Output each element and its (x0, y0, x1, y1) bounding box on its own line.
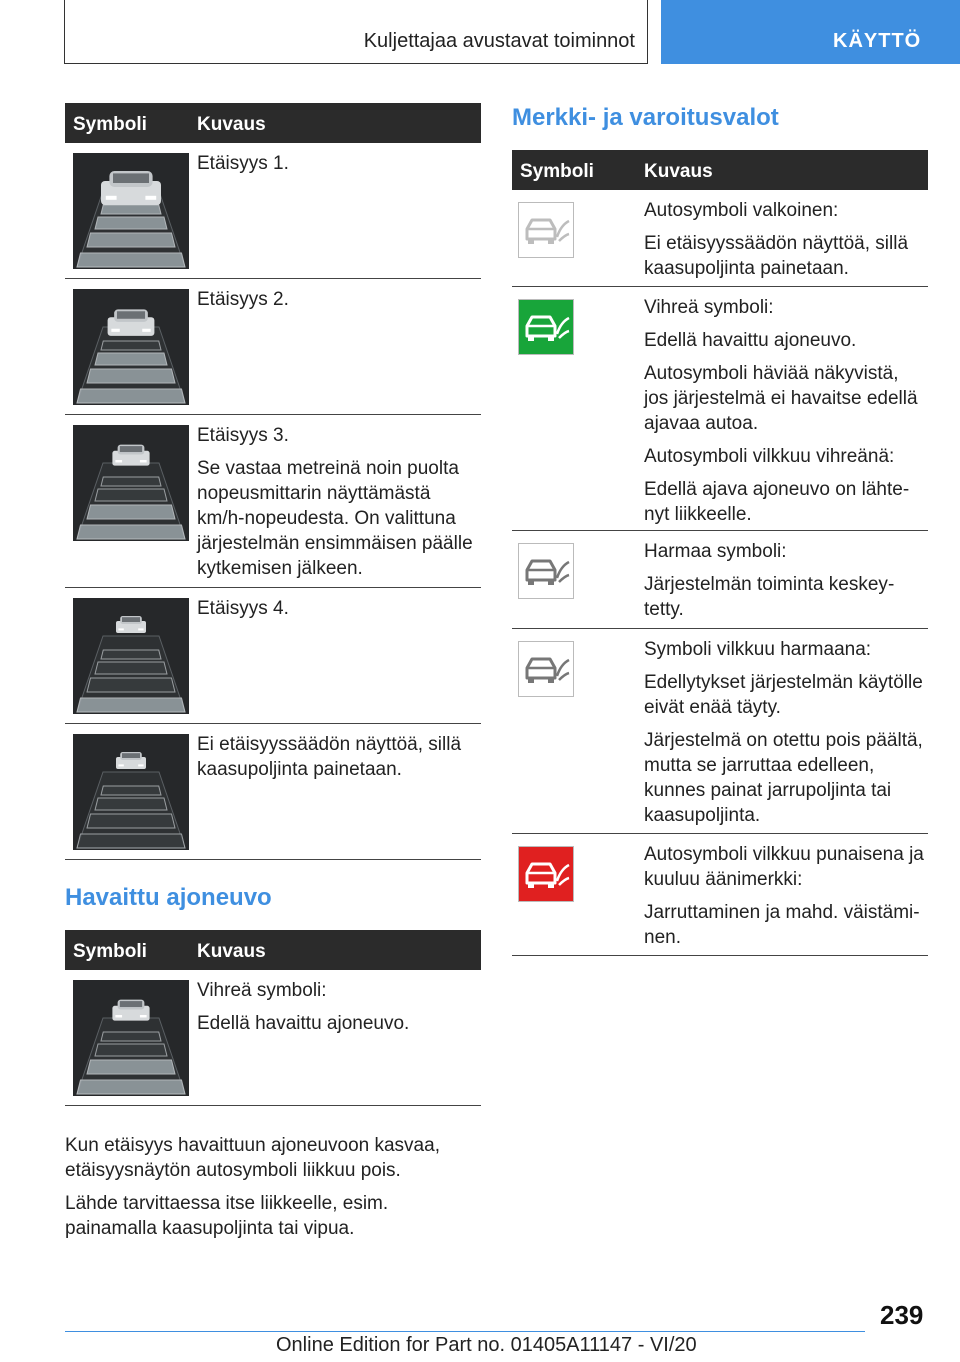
table-row (512, 287, 928, 531)
row-description: Vihreä symboli: Edellä havaittu ajoneuvo. Autosymboli häviää näkyvistä, jos järjestelmä ei havaitse edellä ajavaa autoa. Autosymboli vilkkuu vihreänä: Edellä ajava ajoneuvo on lähtenyt liikkeelle. (644, 297, 918, 525)
row-description: Etäisyys 2. (197, 289, 289, 310)
chapter-tab-label: KÄYTTÖ (833, 30, 922, 52)
header-box (64, 0, 648, 64)
table-header (65, 930, 481, 970)
row-description: Autosymboli valkoinen: Ei etäisyyssäädön näyttöä, sillä kaasupoljinta painetaan. (644, 200, 909, 279)
car-distance-icon (518, 299, 574, 355)
car-distance-icon (518, 202, 574, 258)
col-symbol-header: Symboli (73, 941, 147, 962)
table-row (512, 834, 928, 956)
col-description-header: Kuvaus (644, 161, 713, 182)
table-row (65, 143, 481, 279)
distance-display-image (73, 153, 189, 269)
table-row (65, 415, 481, 588)
table-row (512, 531, 928, 629)
row-description: Etäisyys 3. Se vastaa metreinä noin puolta nopeusmittarin näyttämästä km/h-nopeudesta. On valittuna järjestelmän ensimmäisen päälle kytkemisen jälkeen. (197, 425, 473, 579)
distance-display-image (73, 289, 189, 405)
col-description-header: Kuvaus (197, 941, 266, 962)
chapter-tab[interactable] (661, 0, 960, 64)
table-header (512, 150, 928, 190)
table-header (65, 103, 481, 143)
car-distance-icon (518, 846, 574, 902)
body-paragraph: Lähde tarvittaessa itse liikkeelle, esim. painamalla kaasupoljinta tai vipua. (65, 1193, 389, 1239)
distance-display-image (73, 425, 189, 541)
section-title-detected-vehicle: Havaittu ajoneuvo (65, 884, 272, 911)
warning-lights-table (512, 150, 928, 956)
footer-edition: Online Edition for Part no. 01405A11147 - VI/20 (276, 1334, 697, 1356)
col-symbol-header: Symboli (73, 114, 147, 135)
row-description: Ei etäisyyssäädön näyttöä, sillä kaasupoljinta painetaan. (197, 734, 462, 780)
col-symbol-header: Symboli (520, 161, 594, 182)
section-title-warning-lights: Merkki- ja varoitusvalot (512, 104, 779, 131)
header-title: Kuljettajaa avustavat toiminnot (363, 30, 635, 52)
row-description: Autosymboli vilkkuu punaisena ja kuuluu äänimerkki: Jarruttaminen ja mahd. väistäminen. (644, 844, 924, 948)
distance-display-image (73, 598, 189, 714)
table-row (65, 279, 481, 415)
footer-rule (65, 1331, 865, 1332)
row-description: Etäisyys 1. (197, 153, 289, 174)
detected-vehicle-table (65, 930, 481, 1106)
car-distance-icon (518, 641, 574, 697)
row-description: Vihreä symboli: Edellä havaittu ajoneuvo. (197, 980, 410, 1034)
table-row (65, 724, 481, 860)
table-row (65, 588, 481, 724)
body-paragraph: Kun etäisyys havaittuun ajoneuvoon kasvaa, etäisyysnäytön autosymboli liikkuu pois. (65, 1135, 440, 1181)
row-description: Harmaa symboli: Järjestelmän toiminta keskeytetty. (644, 541, 895, 620)
distance-table (65, 103, 481, 860)
col-description-header: Kuvaus (197, 114, 266, 135)
table-row (512, 190, 928, 287)
table-row (65, 970, 481, 1106)
distance-display-image (73, 734, 189, 850)
page-number: 239 (880, 1300, 924, 1330)
car-distance-icon (518, 543, 574, 599)
row-description: Etäisyys 4. (197, 598, 289, 619)
row-description: Symboli vilkkuu harmaana: Edellytykset järjestelmän käytölle eivät enää täyty. Järjestelmä on otettu pois päältä, mutta se jarruttaa edelleen, kunnes painat jarrupoljinta tai kaasupoljinta. (644, 639, 923, 826)
body-text (65, 1133, 481, 1249)
table-row (512, 629, 928, 834)
distance-display-image (73, 980, 189, 1096)
